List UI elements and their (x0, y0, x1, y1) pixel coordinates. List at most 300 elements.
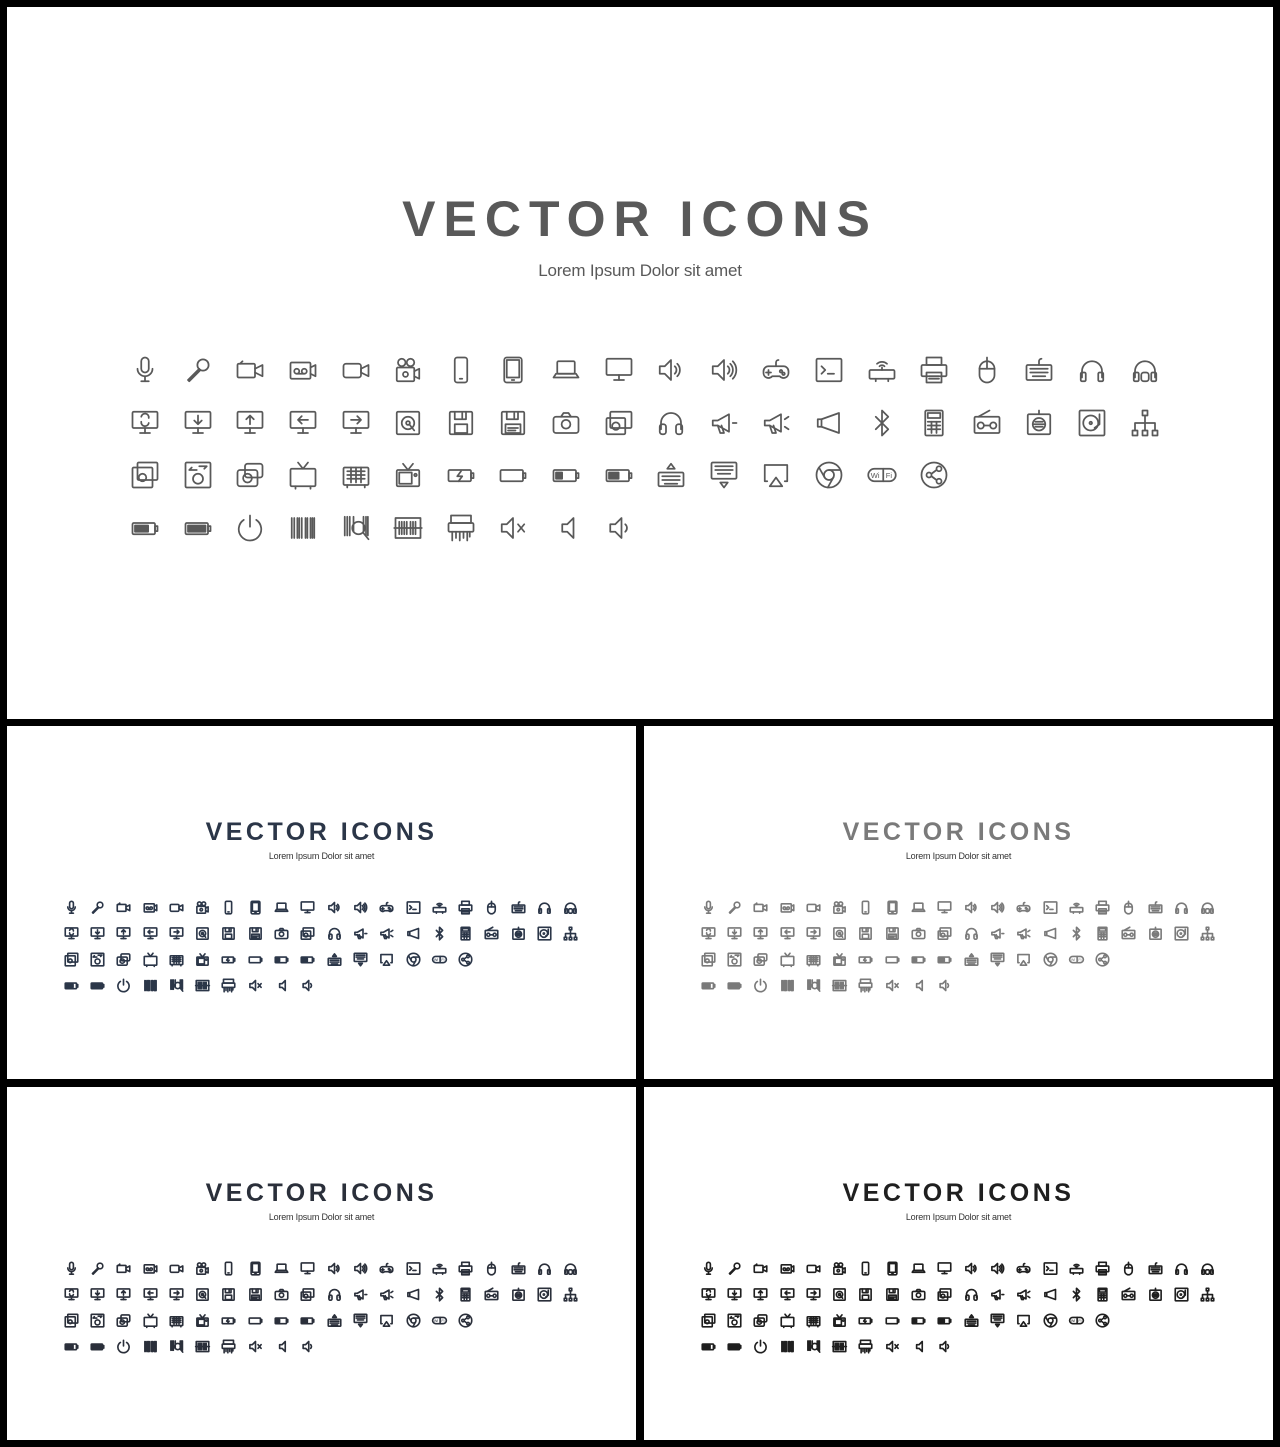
megaphone-loud-icon (1011, 920, 1037, 946)
paper-shredder-icon (435, 502, 488, 555)
monitor-upload-icon (111, 1281, 137, 1307)
barcode-scanner-icon (826, 1333, 852, 1359)
share-icon (1089, 946, 1115, 972)
volume-on-icon (932, 972, 958, 998)
monitor-download-icon (84, 920, 110, 946)
floppy-disk-label-icon (487, 397, 540, 450)
retro-radio-icon (1013, 397, 1066, 450)
volume-mute-icon (879, 972, 905, 998)
keyboard-down-icon (984, 946, 1010, 972)
icon-row (58, 1307, 584, 1333)
floppy-disk-icon (853, 1281, 879, 1307)
hard-drive-icon (189, 920, 215, 946)
barcode-scanner-icon (826, 972, 852, 998)
floppy-disk-icon (216, 1281, 242, 1307)
monitor-sync-icon (119, 397, 172, 450)
loudspeaker-icon (803, 397, 856, 450)
video-camera-icon (111, 1255, 137, 1281)
smartphone-icon (853, 894, 879, 920)
keyboard-icon (505, 1255, 531, 1281)
volume-low-icon (268, 972, 294, 998)
barcode-scanner-icon (189, 1333, 215, 1359)
keyboard-down-icon (347, 946, 373, 972)
wifi-badge-icon (1063, 1307, 1089, 1333)
tape-recorder-icon (137, 894, 163, 920)
floppy-disk-icon (853, 920, 879, 946)
video-camera-icon (748, 1255, 774, 1281)
battery-charging-icon (435, 449, 488, 502)
chrome-icon (1037, 1307, 1063, 1333)
svg-text:Wi: Wi (1070, 1318, 1076, 1323)
icon-row (58, 920, 584, 946)
keyboard-down-icon (984, 1307, 1010, 1333)
terminal-icon (803, 344, 856, 397)
handheld-mic-icon (84, 894, 110, 920)
network-hierarchy-icon (558, 920, 584, 946)
film-camera-icon (189, 1255, 215, 1281)
record-player-icon (1066, 397, 1119, 450)
barcode-icon (774, 972, 800, 998)
airplay-icon (1011, 946, 1037, 972)
barcode-scan-icon (800, 972, 826, 998)
loudspeaker-icon (1037, 1281, 1063, 1307)
volume-on-icon (295, 972, 321, 998)
barcode-scan-icon (163, 972, 189, 998)
svg-text:Fi: Fi (441, 1318, 445, 1323)
svg-text:Fi: Fi (885, 471, 892, 481)
retro-radio-icon (1142, 1281, 1168, 1307)
monitor-sync-icon (58, 1281, 84, 1307)
router-icon (426, 894, 452, 920)
battery-high-icon (695, 972, 721, 998)
icon-row (119, 344, 1171, 397)
monitor-download-icon (172, 397, 225, 450)
icon-row (119, 397, 1171, 450)
monitor-arrow-left-icon (137, 1281, 163, 1307)
battery-full-icon (172, 502, 225, 555)
retro-tv-icon (329, 449, 382, 502)
barcode-scan-icon (163, 1333, 189, 1359)
camera-photos-icon (932, 920, 958, 946)
wifi-badge-icon (855, 449, 908, 502)
megaphone-loud-icon (750, 397, 803, 450)
photo-gallery-icon (119, 449, 172, 502)
wifi-badge-icon (1063, 946, 1089, 972)
microphone-icon (119, 344, 172, 397)
floppy-disk-label-icon (242, 1281, 268, 1307)
barcode-scan-icon (800, 1333, 826, 1359)
floppy-disk-icon (435, 397, 488, 450)
battery-full-icon (84, 1333, 110, 1359)
battery-full-icon (84, 972, 110, 998)
airplay-icon (374, 946, 400, 972)
handheld-mic-icon (721, 894, 747, 920)
retro-radio-icon (505, 1281, 531, 1307)
terminal-icon (1037, 1255, 1063, 1281)
network-hierarchy-icon (1195, 1281, 1221, 1307)
smartphone-icon (216, 1255, 242, 1281)
monitor-icon (295, 1255, 321, 1281)
airplay-icon (1011, 1307, 1037, 1333)
battery-high-icon (58, 1333, 84, 1359)
battery-charging-icon (853, 1307, 879, 1333)
monitor-upload-icon (224, 397, 277, 450)
power-icon (111, 1333, 137, 1359)
bluetooth-icon (426, 920, 452, 946)
monitor-download-icon (721, 920, 747, 946)
slide-subtitle: Lorem Ipsum Dolor sit amet (538, 261, 742, 280)
printer-icon (1089, 894, 1115, 920)
speaker-volume-icon (321, 1255, 347, 1281)
barcode-icon (277, 502, 330, 555)
antenna-tv-icon (826, 1307, 852, 1333)
router-icon (1063, 1255, 1089, 1281)
microphone-icon (695, 894, 721, 920)
retro-tv-icon (163, 946, 189, 972)
barcode-scan-icon (329, 502, 382, 555)
headphones-icon (531, 1255, 557, 1281)
mouse-icon (1116, 1255, 1142, 1281)
keyboard-icon (1142, 1255, 1168, 1281)
radio-icon (479, 1281, 505, 1307)
keyboard-eject-icon (645, 449, 698, 502)
monitor-upload-icon (111, 920, 137, 946)
barcode-icon (137, 972, 163, 998)
volume-mute-icon (242, 1333, 268, 1359)
icon-row (695, 1333, 1221, 1359)
retro-radio-icon (505, 920, 531, 946)
camcorder-icon (163, 1255, 189, 1281)
network-hierarchy-icon (1195, 920, 1221, 946)
icon-row (695, 920, 1221, 946)
svg-text:Wi: Wi (433, 1318, 439, 1323)
megaphone-loud-icon (374, 1281, 400, 1307)
monitor-icon (932, 894, 958, 920)
mouse-icon (479, 894, 505, 920)
wifi-badge-icon (426, 946, 452, 972)
tv-icon (277, 449, 330, 502)
retro-tv-icon (800, 1307, 826, 1333)
headphones-dj-icon (645, 397, 698, 450)
image-transfer-icon (721, 1307, 747, 1333)
tablet-icon (242, 894, 268, 920)
camera-photos-icon (592, 397, 645, 450)
speaker-loud-icon (984, 894, 1010, 920)
volume-low-icon (540, 502, 593, 555)
barcode-scanner-icon (189, 972, 215, 998)
hard-drive-icon (382, 397, 435, 450)
tablet-icon (879, 1255, 905, 1281)
floppy-disk-label-icon (242, 920, 268, 946)
video-camera-icon (224, 344, 277, 397)
headphones-icon (1066, 344, 1119, 397)
camera-stack-icon (111, 946, 137, 972)
thumbnail-slide-bottom-left[interactable] (7, 1087, 636, 1440)
headphones-dj-icon (321, 920, 347, 946)
monitor-arrow-left-icon (137, 920, 163, 946)
svg-text:Wi: Wi (433, 957, 439, 962)
laptop-icon (540, 344, 593, 397)
gamepad-icon (1011, 894, 1037, 920)
monitor-arrow-left-icon (774, 1281, 800, 1307)
tablet-icon (879, 894, 905, 920)
thumbnail-slide-bottom-right[interactable] (644, 1087, 1273, 1440)
monitor-upload-icon (748, 1281, 774, 1307)
icon-row (695, 1281, 1221, 1307)
icon-grid (58, 1255, 584, 1359)
slide-title: VECTOR ICONS (842, 1179, 1075, 1207)
svg-text:Wi: Wi (1070, 957, 1076, 962)
keyboard-icon (1013, 344, 1066, 397)
bluetooth-icon (1063, 920, 1089, 946)
handheld-mic-icon (84, 1255, 110, 1281)
battery-half-icon (932, 946, 958, 972)
printer-icon (1089, 1255, 1115, 1281)
film-camera-icon (826, 894, 852, 920)
radio-icon (961, 397, 1014, 450)
keyboard-down-icon (698, 449, 751, 502)
speaker-loud-icon (984, 1255, 1010, 1281)
keyboard-eject-icon (958, 946, 984, 972)
camcorder-icon (800, 1255, 826, 1281)
monitor-arrow-left-icon (774, 920, 800, 946)
paper-shredder-icon (216, 1333, 242, 1359)
record-player-icon (531, 1281, 557, 1307)
monitor-icon (932, 1255, 958, 1281)
camcorder-icon (163, 894, 189, 920)
icon-row (58, 1281, 584, 1307)
laptop-icon (905, 894, 931, 920)
floppy-disk-label-icon (879, 920, 905, 946)
record-player-icon (1168, 920, 1194, 946)
icon-grid (695, 894, 1221, 998)
laptop-icon (268, 894, 294, 920)
monitor-sync-icon (58, 920, 84, 946)
calculator-icon (452, 1281, 478, 1307)
volume-low-icon (905, 1333, 931, 1359)
slide-subtitle: Lorem Ipsum Dolor sit amet (905, 1212, 1012, 1222)
battery-half-icon (295, 946, 321, 972)
monitor-arrow-right-icon (800, 920, 826, 946)
battery-empty-icon (879, 1307, 905, 1333)
calculator-icon (1089, 1281, 1115, 1307)
icon-row (58, 946, 584, 972)
antenna-tv-icon (826, 946, 852, 972)
battery-low-icon (268, 1307, 294, 1333)
retro-tv-icon (163, 1307, 189, 1333)
main-slide[interactable] (7, 7, 1273, 719)
camera-stack-icon (111, 1307, 137, 1333)
icon-row (119, 449, 1171, 502)
camera-stack-icon (224, 449, 277, 502)
headphones-icon (531, 894, 557, 920)
speaker-loud-icon (347, 1255, 373, 1281)
calculator-icon (452, 920, 478, 946)
battery-low-icon (268, 946, 294, 972)
svg-text:Fi: Fi (441, 957, 445, 962)
icon-row (58, 1333, 584, 1359)
power-icon (111, 972, 137, 998)
slide-subtitle: Lorem Ipsum Dolor sit amet (268, 1212, 375, 1222)
slide-subtitle: Lorem Ipsum Dolor sit amet (905, 851, 1012, 861)
svg-text:Fi: Fi (1078, 1318, 1082, 1323)
image-transfer-icon (721, 946, 747, 972)
megaphone-icon (984, 920, 1010, 946)
record-player-icon (531, 920, 557, 946)
tape-recorder-icon (277, 344, 330, 397)
monitor-arrow-left-icon (277, 397, 330, 450)
icon-row (695, 1255, 1221, 1281)
speaker-loud-icon (347, 894, 373, 920)
gamepad-icon (750, 344, 803, 397)
camcorder-icon (329, 344, 382, 397)
video-camera-icon (748, 894, 774, 920)
icon-row (58, 1255, 584, 1281)
tape-recorder-icon (774, 1255, 800, 1281)
speaker-loud-icon (698, 344, 751, 397)
slide-subtitle: Lorem Ipsum Dolor sit amet (268, 851, 375, 861)
wifi-badge-icon (426, 1307, 452, 1333)
smartphone-icon (853, 1255, 879, 1281)
hard-drive-icon (826, 1281, 852, 1307)
video-camera-icon (111, 894, 137, 920)
router-icon (1063, 894, 1089, 920)
camera-photos-icon (295, 1281, 321, 1307)
megaphone-icon (698, 397, 751, 450)
headphones-icon (1168, 894, 1194, 920)
thumbnail-slide-top-left[interactable] (7, 726, 636, 1079)
floppy-disk-label-icon (879, 1281, 905, 1307)
svg-text:Wi: Wi (870, 471, 880, 481)
barcode-icon (774, 1333, 800, 1359)
headphones-dj-icon (321, 1281, 347, 1307)
battery-charging-icon (216, 946, 242, 972)
headset-icon (1118, 344, 1171, 397)
printer-icon (908, 344, 961, 397)
battery-half-icon (295, 1307, 321, 1333)
retro-tv-icon (800, 946, 826, 972)
battery-low-icon (905, 1307, 931, 1333)
headset-icon (558, 894, 584, 920)
hard-drive-icon (189, 1281, 215, 1307)
network-hierarchy-icon (1118, 397, 1171, 450)
volume-on-icon (932, 1333, 958, 1359)
antenna-tv-icon (189, 946, 215, 972)
photo-gallery-icon (58, 1307, 84, 1333)
power-icon (748, 1333, 774, 1359)
handheld-mic-icon (721, 1255, 747, 1281)
headset-icon (1195, 1255, 1221, 1281)
monitor-download-icon (84, 1281, 110, 1307)
slide-title: VECTOR ICONS (842, 818, 1075, 846)
camera-stack-icon (748, 946, 774, 972)
image-transfer-icon (84, 1307, 110, 1333)
icon-row (695, 972, 1221, 998)
headphones-dj-icon (958, 920, 984, 946)
keyboard-eject-icon (321, 946, 347, 972)
loudspeaker-icon (1037, 920, 1063, 946)
share-icon (452, 1307, 478, 1333)
tv-icon (774, 1307, 800, 1333)
speaker-volume-icon (958, 1255, 984, 1281)
keyboard-eject-icon (958, 1307, 984, 1333)
chrome-icon (1037, 946, 1063, 972)
icon-row (119, 502, 1171, 555)
chrome-icon (803, 449, 856, 502)
battery-low-icon (905, 946, 931, 972)
handheld-mic-icon (172, 344, 225, 397)
icon-row (695, 1307, 1221, 1333)
megaphone-icon (347, 1281, 373, 1307)
router-icon (426, 1255, 452, 1281)
headset-icon (558, 1255, 584, 1281)
camera-photos-icon (295, 920, 321, 946)
icon-row (58, 894, 584, 920)
gamepad-icon (1011, 1255, 1037, 1281)
gamepad-icon (374, 894, 400, 920)
battery-low-icon (540, 449, 593, 502)
battery-half-icon (932, 1307, 958, 1333)
camera-icon (268, 1281, 294, 1307)
antenna-tv-icon (189, 1307, 215, 1333)
monitor-sync-icon (695, 920, 721, 946)
svg-text:Fi: Fi (1078, 957, 1082, 962)
radio-icon (479, 920, 505, 946)
loudspeaker-icon (400, 920, 426, 946)
router-icon (855, 344, 908, 397)
power-icon (224, 502, 277, 555)
thumbnail-slide-top-right[interactable] (644, 726, 1273, 1079)
share-icon (908, 449, 961, 502)
airplay-icon (374, 1307, 400, 1333)
volume-mute-icon (487, 502, 540, 555)
paper-shredder-icon (853, 1333, 879, 1359)
icon-row (695, 946, 1221, 972)
floppy-disk-icon (216, 920, 242, 946)
icon-grid (119, 344, 1171, 554)
bluetooth-icon (426, 1281, 452, 1307)
battery-empty-icon (487, 449, 540, 502)
volume-mute-icon (242, 972, 268, 998)
barcode-icon (137, 1333, 163, 1359)
tv-icon (137, 1307, 163, 1333)
headset-icon (1195, 894, 1221, 920)
keyboard-down-icon (347, 1307, 373, 1333)
volume-low-icon (905, 972, 931, 998)
camera-icon (540, 397, 593, 450)
share-icon (1089, 1307, 1115, 1333)
photo-gallery-icon (695, 946, 721, 972)
battery-high-icon (695, 1333, 721, 1359)
image-transfer-icon (84, 946, 110, 972)
network-hierarchy-icon (558, 1281, 584, 1307)
retro-radio-icon (1142, 920, 1168, 946)
megaphone-loud-icon (374, 920, 400, 946)
paper-shredder-icon (216, 972, 242, 998)
mouse-icon (961, 344, 1014, 397)
tablet-icon (242, 1255, 268, 1281)
slide-title: VECTOR ICONS (402, 191, 878, 247)
microphone-icon (58, 894, 84, 920)
keyboard-icon (505, 894, 531, 920)
icon-grid (58, 894, 584, 998)
speaker-volume-icon (645, 344, 698, 397)
battery-half-icon (592, 449, 645, 502)
microphone-icon (58, 1255, 84, 1281)
icon-grid (695, 1255, 1221, 1359)
volume-on-icon (295, 1333, 321, 1359)
megaphone-icon (984, 1281, 1010, 1307)
